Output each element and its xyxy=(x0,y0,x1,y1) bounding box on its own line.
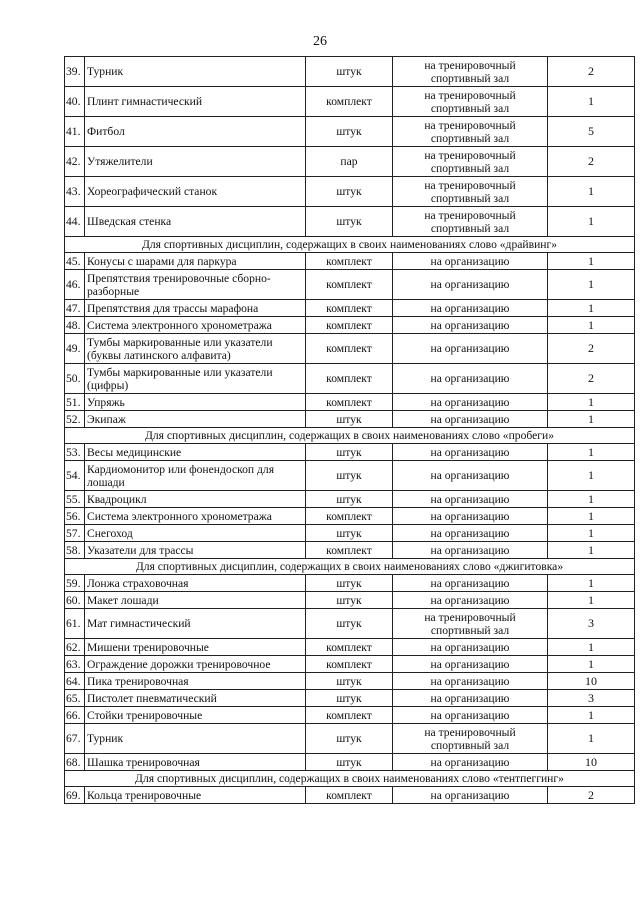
quantity: 2 xyxy=(548,334,635,364)
row-number: 50. xyxy=(65,364,85,394)
unit-of-measure: штук xyxy=(306,673,393,690)
section-header-row xyxy=(65,428,635,444)
row-number: 49. xyxy=(65,334,85,364)
unit-of-measure: комплект xyxy=(306,508,393,525)
equipment-name: Тумбы маркированные или указатели (цифры) xyxy=(85,364,306,394)
equipment-name: Весы медицинские xyxy=(85,444,306,461)
page-number: 26 xyxy=(313,34,327,49)
distribution-place xyxy=(393,754,548,771)
distribution-place-line: на организацию xyxy=(430,412,510,426)
row-number: 61. xyxy=(65,609,85,639)
quantity: 1 xyxy=(548,317,635,334)
table-row xyxy=(65,787,635,804)
unit-of-measure: штук xyxy=(306,461,393,491)
distribution-place xyxy=(393,411,548,428)
distribution-place xyxy=(393,147,548,177)
unit-of-measure: комплект xyxy=(306,656,393,673)
distribution-place xyxy=(393,317,548,334)
distribution-place-line: на тренировочный xyxy=(424,610,516,624)
unit-of-measure: штук xyxy=(306,117,393,147)
quantity: 1 xyxy=(548,491,635,508)
row-number: 54. xyxy=(65,461,85,491)
distribution-place xyxy=(393,673,548,690)
row-number: 48. xyxy=(65,317,85,334)
distribution-place-line: на тренировочный xyxy=(424,118,516,132)
equipment-name: Турник xyxy=(85,57,306,87)
table-row xyxy=(65,724,635,754)
table-row xyxy=(65,117,635,147)
equipment-name: Кольца тренировочные xyxy=(85,787,306,804)
table-row xyxy=(65,147,635,177)
unit-of-measure: комплект xyxy=(306,270,393,300)
distribution-place-line: на организацию xyxy=(430,372,510,385)
distribution-place-line: на организацию xyxy=(430,492,510,506)
row-number: 43. xyxy=(65,177,85,207)
distribution-place xyxy=(393,87,548,117)
distribution-place xyxy=(393,207,548,237)
row-number: 47. xyxy=(65,300,85,317)
quantity: 10 xyxy=(548,673,635,690)
equipment-name: Пика тренировочная xyxy=(85,673,306,690)
table-row xyxy=(65,542,635,559)
distribution-place-line: на организацию xyxy=(430,576,510,590)
distribution-place xyxy=(393,525,548,542)
distribution-place xyxy=(393,364,548,394)
distribution-place xyxy=(393,253,548,270)
distribution-place-line: спортивный зал xyxy=(430,738,510,752)
unit-of-measure: штук xyxy=(306,575,393,592)
distribution-place-line: спортивный зал xyxy=(430,191,510,205)
table-row xyxy=(65,690,635,707)
quantity: 1 xyxy=(548,575,635,592)
row-number: 57. xyxy=(65,525,85,542)
row-number: 62. xyxy=(65,639,85,656)
equipment-name: Квадроцикл xyxy=(85,491,306,508)
table-row xyxy=(65,444,635,461)
unit-of-measure: комплект xyxy=(306,87,393,117)
section-header-row xyxy=(65,237,635,253)
distribution-place-line: на организацию xyxy=(430,469,510,482)
unit-of-measure: штук xyxy=(306,592,393,609)
distribution-place xyxy=(393,177,548,207)
distribution-place xyxy=(393,656,548,673)
table-row xyxy=(65,525,635,542)
distribution-place xyxy=(393,117,548,147)
equipment-name: Шведская стенка xyxy=(85,207,306,237)
quantity: 1 xyxy=(548,508,635,525)
table-row xyxy=(65,754,635,771)
equipment-name: Система электронного хронометража xyxy=(85,508,306,525)
table-row xyxy=(65,673,635,690)
unit-of-measure: штук xyxy=(306,207,393,237)
unit-of-measure: комплект xyxy=(306,253,393,270)
distribution-place xyxy=(393,707,548,724)
distribution-place-line: на тренировочный xyxy=(424,208,516,222)
unit-of-measure: комплект xyxy=(306,334,393,364)
row-number: 42. xyxy=(65,147,85,177)
unit-of-measure: штук xyxy=(306,754,393,771)
distribution-place xyxy=(393,508,548,525)
unit-of-measure: штук xyxy=(306,491,393,508)
table-row xyxy=(65,207,635,237)
quantity: 1 xyxy=(548,394,635,411)
distribution-place xyxy=(393,575,548,592)
distribution-place-line: на организацию xyxy=(430,254,510,268)
distribution-place-line: спортивный зал xyxy=(430,221,510,235)
row-number: 45. xyxy=(65,253,85,270)
distribution-place-line: на организацию xyxy=(430,509,510,523)
table-row xyxy=(65,609,635,639)
distribution-place-line: на организацию xyxy=(430,788,510,802)
distribution-place xyxy=(393,394,548,411)
row-number: 40. xyxy=(65,87,85,117)
distribution-place-line: на организацию xyxy=(430,543,510,557)
distribution-place xyxy=(393,690,548,707)
row-number: 66. xyxy=(65,707,85,724)
unit-of-measure: комплект xyxy=(306,394,393,411)
row-number: 53. xyxy=(65,444,85,461)
quantity: 3 xyxy=(548,690,635,707)
quantity: 1 xyxy=(548,707,635,724)
distribution-place-line: спортивный зал xyxy=(430,623,510,637)
row-number: 64. xyxy=(65,673,85,690)
equipment-name: Хореографический станок xyxy=(85,177,306,207)
equipment-name: Препятствия тренировочные сборно-разборные xyxy=(85,270,306,300)
table-row xyxy=(65,57,635,87)
equipment-name: Шашка тренировочная xyxy=(85,754,306,771)
section-header-text: Для спортивных дисциплин, содержащих в своих наименованиях слово «пробеги» xyxy=(65,428,635,444)
distribution-place-line: на организацию xyxy=(430,593,510,607)
row-number: 41. xyxy=(65,117,85,147)
quantity: 2 xyxy=(548,57,635,87)
row-number: 63. xyxy=(65,656,85,673)
quantity: 5 xyxy=(548,117,635,147)
quantity: 1 xyxy=(548,724,635,754)
distribution-place xyxy=(393,461,548,491)
distribution-place-line: на организацию xyxy=(430,657,510,671)
equipment-name: Фитбол xyxy=(85,117,306,147)
row-number: 68. xyxy=(65,754,85,771)
row-number: 59. xyxy=(65,575,85,592)
quantity: 10 xyxy=(548,754,635,771)
table-row xyxy=(65,508,635,525)
unit-of-measure: штук xyxy=(306,57,393,87)
distribution-place-line: спортивный зал xyxy=(430,71,510,85)
distribution-place xyxy=(393,270,548,300)
unit-of-measure: комплект xyxy=(306,317,393,334)
unit-of-measure: штук xyxy=(306,411,393,428)
section-header-text: Для спортивных дисциплин, содержащих в своих наименованиях слово «джигитовка» xyxy=(65,559,635,575)
section-header-row xyxy=(65,559,635,575)
distribution-place xyxy=(393,639,548,656)
row-number: 56. xyxy=(65,508,85,525)
table-row xyxy=(65,270,635,300)
unit-of-measure: комплект xyxy=(306,300,393,317)
table-row xyxy=(65,656,635,673)
unit-of-measure: штук xyxy=(306,444,393,461)
equipment-name: Снегоход xyxy=(85,525,306,542)
equipment-name: Утяжелители xyxy=(85,147,306,177)
table-row xyxy=(65,575,635,592)
row-number: 60. xyxy=(65,592,85,609)
distribution-place xyxy=(393,57,548,87)
row-number: 39. xyxy=(65,57,85,87)
quantity: 1 xyxy=(548,253,635,270)
distribution-place xyxy=(393,724,548,754)
equipment-name: Упряжь xyxy=(85,394,306,411)
table-row xyxy=(65,364,635,394)
distribution-place-line: на организацию xyxy=(430,526,510,540)
quantity: 2 xyxy=(548,787,635,804)
quantity: 1 xyxy=(548,87,635,117)
quantity: 1 xyxy=(548,461,635,491)
distribution-place-line: на организацию xyxy=(430,342,510,355)
unit-of-measure: штук xyxy=(306,525,393,542)
distribution-place-line: на организацию xyxy=(430,301,510,315)
equipment-name: Экипаж xyxy=(85,411,306,428)
table-row xyxy=(65,300,635,317)
quantity: 1 xyxy=(548,444,635,461)
unit-of-measure: комплект xyxy=(306,542,393,559)
unit-of-measure: комплект xyxy=(306,364,393,394)
table-row xyxy=(65,253,635,270)
distribution-place-line: на организацию xyxy=(430,318,510,332)
distribution-place-line: на организацию xyxy=(430,640,510,654)
equipment-name: Пистолет пневматический xyxy=(85,690,306,707)
distribution-place xyxy=(393,542,548,559)
distribution-place-line: на организацию xyxy=(430,708,510,722)
unit-of-measure: пар xyxy=(306,147,393,177)
unit-of-measure: штук xyxy=(306,690,393,707)
distribution-place-line: на организацию xyxy=(430,445,510,459)
quantity: 1 xyxy=(548,542,635,559)
distribution-place-line: на организацию xyxy=(430,395,510,409)
row-number: 52. xyxy=(65,411,85,428)
table-row xyxy=(65,461,635,491)
unit-of-measure: комплект xyxy=(306,707,393,724)
equipment-table-body xyxy=(65,57,635,804)
section-header-row xyxy=(65,771,635,787)
equipment-name: Турник xyxy=(85,724,306,754)
unit-of-measure: комплект xyxy=(306,787,393,804)
distribution-place xyxy=(393,609,548,639)
equipment-table xyxy=(64,56,635,804)
distribution-place-line: спортивный зал xyxy=(430,161,510,175)
distribution-place-line: на организацию xyxy=(430,278,510,291)
row-number: 67. xyxy=(65,724,85,754)
row-number: 55. xyxy=(65,491,85,508)
distribution-place xyxy=(393,592,548,609)
table-row xyxy=(65,394,635,411)
quantity: 1 xyxy=(548,270,635,300)
quantity: 2 xyxy=(548,364,635,394)
row-number: 51. xyxy=(65,394,85,411)
table-row xyxy=(65,707,635,724)
quantity: 1 xyxy=(548,525,635,542)
equipment-name: Лонжа страховочная xyxy=(85,575,306,592)
row-number: 58. xyxy=(65,542,85,559)
section-header-text: Для спортивных дисциплин, содержащих в своих наименованиях слово «тентпеггинг» xyxy=(65,771,635,787)
distribution-place-line: на организацию xyxy=(430,674,510,688)
equipment-name: Указатели для трассы xyxy=(85,542,306,559)
section-header-text: Для спортивных дисциплин, содержащих в своих наименованиях слово «драйвинг» xyxy=(65,237,635,253)
unit-of-measure: штук xyxy=(306,177,393,207)
unit-of-measure: штук xyxy=(306,609,393,639)
distribution-place-line: спортивный зал xyxy=(430,101,510,115)
equipment-name: Макет лошади xyxy=(85,592,306,609)
quantity: 3 xyxy=(548,609,635,639)
table-row xyxy=(65,87,635,117)
distribution-place-line: на организацию xyxy=(430,691,510,705)
quantity: 1 xyxy=(548,300,635,317)
table-row xyxy=(65,177,635,207)
row-number: 69. xyxy=(65,787,85,804)
table-row xyxy=(65,491,635,508)
equipment-name: Стойки тренировочные xyxy=(85,707,306,724)
unit-of-measure: штук xyxy=(306,724,393,754)
distribution-place xyxy=(393,444,548,461)
quantity: 1 xyxy=(548,411,635,428)
distribution-place-line: на тренировочный xyxy=(424,725,516,739)
equipment-name: Тумбы маркированные или указатели (буквы латинского алфавита) xyxy=(85,334,306,364)
distribution-place xyxy=(393,300,548,317)
row-number: 46. xyxy=(65,270,85,300)
table-row xyxy=(65,317,635,334)
table-row xyxy=(65,592,635,609)
equipment-name: Ограждение дорожки тренировочное xyxy=(85,656,306,673)
quantity: 2 xyxy=(548,147,635,177)
table-row xyxy=(65,334,635,364)
equipment-name: Плинт гимнастический xyxy=(85,87,306,117)
distribution-place-line: на тренировочный xyxy=(424,178,516,192)
distribution-place xyxy=(393,334,548,364)
equipment-name: Мат гимнастический xyxy=(85,609,306,639)
table-row xyxy=(65,411,635,428)
row-number: 44. xyxy=(65,207,85,237)
unit-of-measure: комплект xyxy=(306,639,393,656)
quantity: 1 xyxy=(548,177,635,207)
distribution-place-line: на тренировочный xyxy=(424,148,516,162)
equipment-name: Конусы с шарами для паркура xyxy=(85,253,306,270)
equipment-name: Мишени тренировочные xyxy=(85,639,306,656)
distribution-place-line: на тренировочный xyxy=(424,88,516,102)
quantity: 1 xyxy=(548,639,635,656)
distribution-place-line: на организацию xyxy=(430,755,510,769)
equipment-name: Система электронного хронометража xyxy=(85,317,306,334)
row-number: 65. xyxy=(65,690,85,707)
equipment-name: Препятствия для трассы марафона xyxy=(85,300,306,317)
equipment-name: Кардиомонитор или фонендоскоп для лошади xyxy=(85,461,306,491)
table-row xyxy=(65,639,635,656)
quantity: 1 xyxy=(548,656,635,673)
distribution-place-line: спортивный зал xyxy=(430,131,510,145)
distribution-place-line: на тренировочный xyxy=(424,58,516,72)
distribution-place xyxy=(393,787,548,804)
distribution-place xyxy=(393,491,548,508)
quantity: 1 xyxy=(548,207,635,237)
quantity: 1 xyxy=(548,592,635,609)
